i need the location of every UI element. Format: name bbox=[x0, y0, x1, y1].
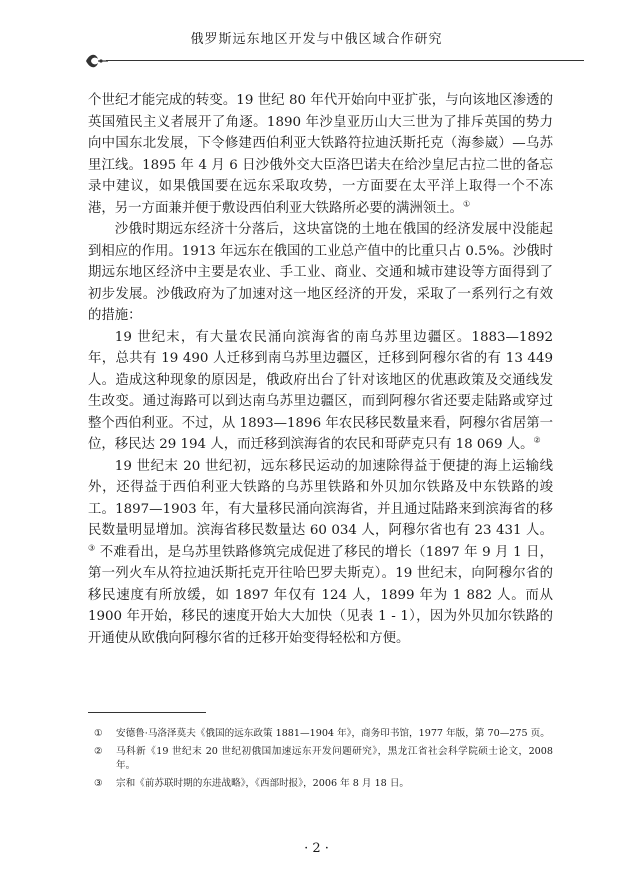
footnote-3-mark: ③ bbox=[94, 777, 103, 789]
paragraph-3-text: 19 世纪末，有大量农民涌向滨海省的南乌苏里边疆区。1883—1892 年，总共有 19 490 人迁移到南乌苏里边疆区，迁移到阿穆尔省的有 13 449 人。造成这种现象的原因是，俄政府出台了针对该地区的优惠政策及交通线发生改变。通过海路可以到达南乌苏里边疆区，而到阿穆尔省还要走陆路或穿过整个西伯利亚。不过，从 1893—1896 年农民移民数量来看，阿穆尔省居第一位，移民达 29 194 人，而迁移到滨海省的农民和哥萨克只有 18 069 人。 bbox=[88, 329, 553, 452]
footnote-2 bbox=[88, 745, 553, 774]
footnote-1-mark: ① bbox=[94, 728, 103, 739]
paragraph-1-text: 个世纪才能完成的转变。19 世纪 80 年代开始向中亚扩张，与向该地区渗透的英国殖民主义者展开了角逐。1890 年沙皇亚历山大三世为了排斥英国的势力向中国东北发展，下令修建西伯利亚大铁路符拉迪沃斯托克（海参崴）—乌苏里江线。1895 年 4 月 6 日沙俄外交大臣洛巴诺夫在给沙皇尼古拉二世的备忘录中建议，如果俄国要在远东采取攻势，一方面要在太平洋上取得一个不冻港，另一方面兼并便于敷设西伯利亚大铁路所必要的满洲领土。 bbox=[88, 93, 553, 216]
running-head-title: 俄罗斯远东地区开发与中俄区域合作研究 bbox=[190, 32, 443, 47]
footnote-ref-3[interactable]: ③ bbox=[88, 543, 96, 553]
footnote-ref-1[interactable]: ① bbox=[462, 199, 471, 209]
footnote-separator bbox=[88, 712, 206, 713]
footnote-3-text: 宗和《前苏联时期的东进战略》，《西部时报》，2006 年 8 月 18 日。 bbox=[116, 777, 410, 789]
paragraph-4 bbox=[88, 456, 553, 650]
footnote-2-mark: ② bbox=[94, 745, 103, 757]
paragraph-3 bbox=[88, 327, 553, 456]
page-number: · 2 · bbox=[304, 841, 329, 856]
footnote-3 bbox=[88, 777, 553, 792]
paragraph-2: 沙俄时期远东经济十分落后，这块富饶的土地在俄国的经济发展中没能起到相应的作用。1913 年远东在俄国的工业总产值中的比重只占 0.5%。沙俄时期远东地区经济中主要是农业、手工业、商业、交通和城市建设等方面得到了初步发展。沙俄政府为了加速对这一地区经济的开发，采取了一系列行之有效的措施： bbox=[88, 222, 553, 323]
footnote-2-text: 马科新《19 世纪末 20 世纪初俄国加速远东开发问题研究》，黑龙江省社会科学院硕士论文，2008 年。 bbox=[116, 745, 553, 771]
fleuron-ornament-icon bbox=[84, 50, 108, 72]
footnote-ref-2[interactable]: ② bbox=[533, 435, 541, 445]
main-text bbox=[88, 90, 553, 649]
paragraph-4-text-a: 19 世纪末 20 世纪初，远东移民运动的加速除得益于便捷的海上运输线外，还得益于西伯利亚大铁路的乌苏里铁路和外贝加尔铁路及中东铁路的竣工。1897—1903 年，有大量移民涌向滨海省，并且通过陆路来到滨海省的移民数量明显增加。滨海省移民数量达 60 034 人，阿穆尔省也有 23 431 人。 bbox=[88, 458, 553, 538]
paragraph-1 bbox=[88, 90, 553, 219]
header-rule bbox=[84, 50, 584, 72]
header-divider-line bbox=[106, 60, 584, 61]
paragraph-4-text-b: 不难看出，是乌苏里铁路修筑完成促进了移民的增长（1897 年 9 月 1 日，第一列火车从符拉迪沃斯托克开往哈巴罗夫斯克）。19 世纪末，向阿穆尔省的移民速度有所放缓，如 1897 年仅有 124 人，1899 年为 1 882 人。而从 1900 年开始，移民的速度开始大大加快（见表 1 - 1），因为外贝加尔铁路的开通使从欧俄向阿穆尔省的迁移开始变得轻松和方便。 bbox=[88, 544, 554, 646]
footnote-1-text: 安德鲁·马洛泽莫夫《俄国的远东政策 1881—1904 年》，商务印书馆，1977 年版，第 70—275 页。 bbox=[116, 728, 550, 739]
footnote-1 bbox=[88, 727, 553, 742]
footnotes bbox=[88, 727, 553, 794]
